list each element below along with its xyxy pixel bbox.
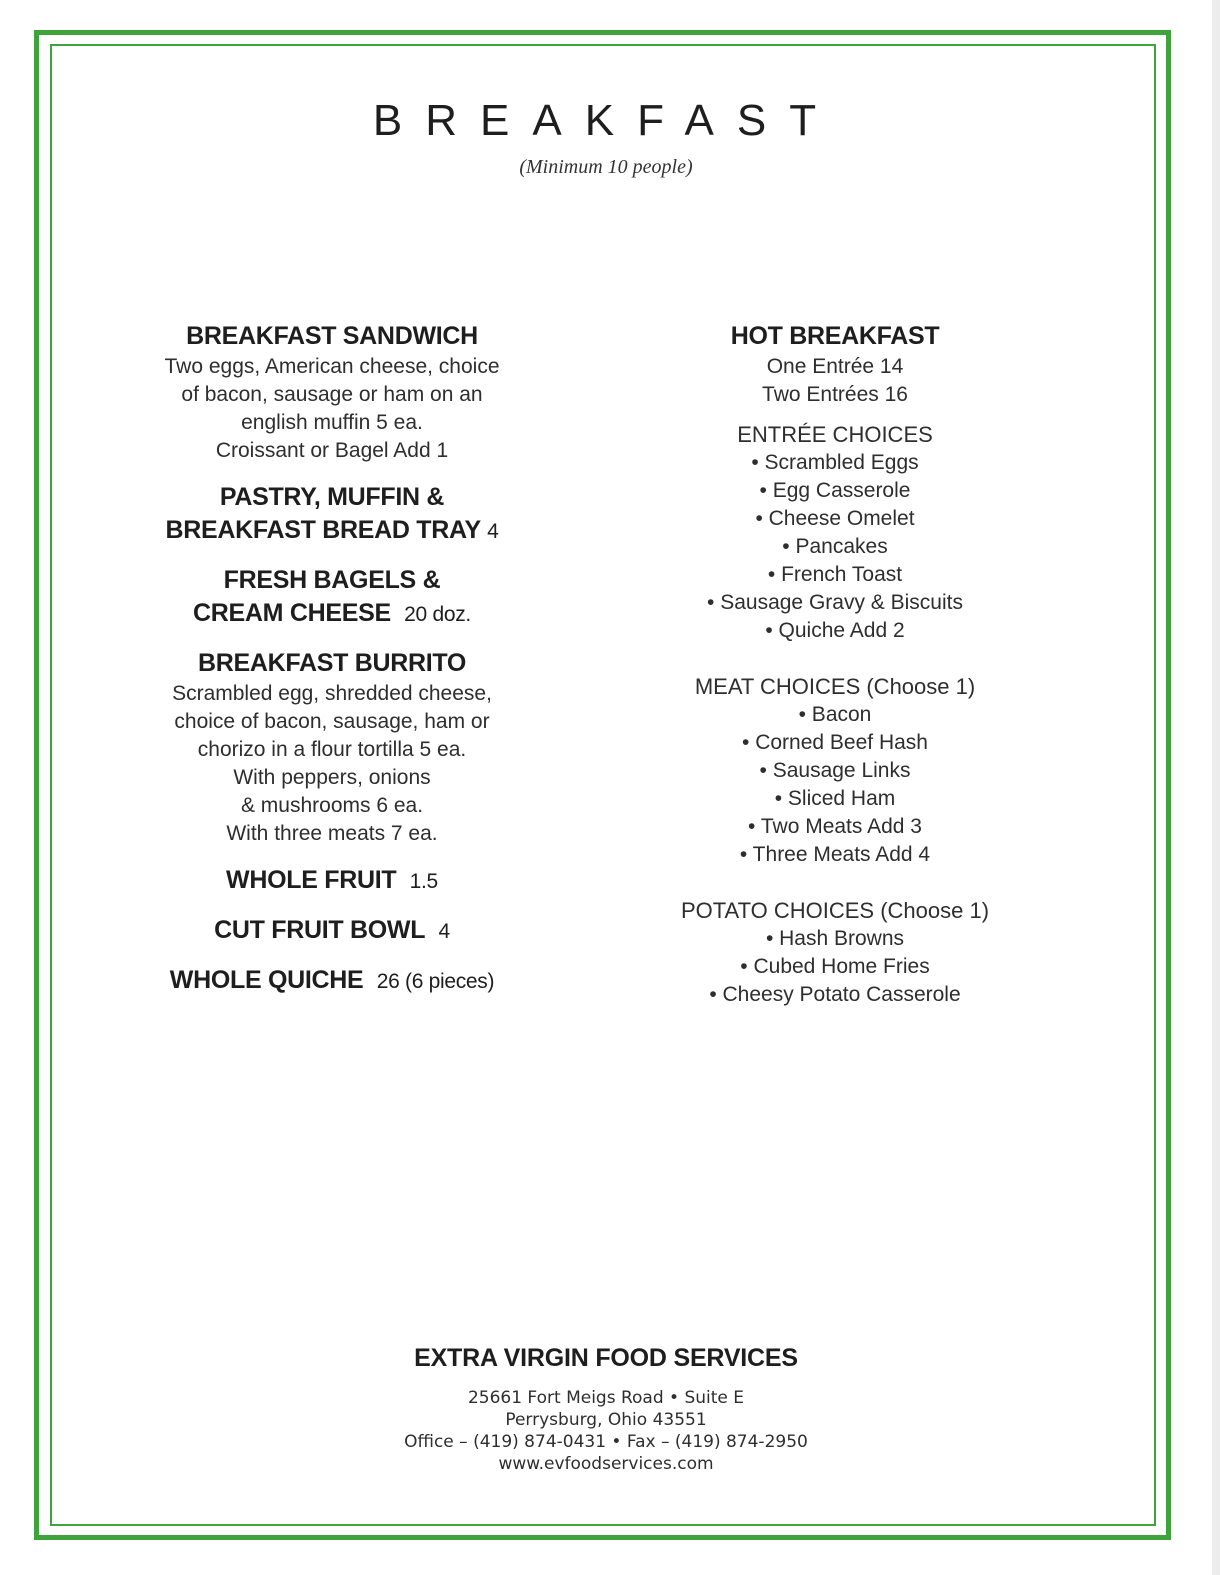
bagels-title-line1: FRESH BAGELS & — [223, 566, 441, 594]
cut-fruit-item — [132, 914, 532, 948]
potato-choices-section — [630, 897, 1040, 1009]
meat-choices-heading: MEAT CHOICES (Choose 1) — [694, 674, 976, 699]
list-item: • Egg Casserole — [759, 479, 911, 502]
list-item: • Corned Beef Hash — [742, 731, 928, 754]
page-title: BREAKFAST — [372, 96, 840, 145]
list-item: • Sausage Gravy & Biscuits — [707, 591, 963, 614]
entree-choices-heading: ENTRÉE CHOICES — [737, 422, 933, 447]
cut-fruit-section — [132, 914, 532, 948]
bagels-section — [132, 564, 532, 631]
list-item: • French Toast — [767, 563, 903, 586]
list-item: • Three Meats Add 4 — [739, 843, 931, 866]
breakfast-sandwich-title: BREAKFAST SANDWICH — [186, 322, 478, 350]
sandwich-desc-line: Croissant or Bagel Add 1 — [215, 439, 449, 462]
burrito-title: BREAKFAST BURRITO — [197, 649, 467, 677]
quiche-price: 26 (6 pieces) — [376, 970, 495, 993]
list-item: • Pancakes — [782, 535, 888, 558]
list-item: • Two Meats Add 3 — [748, 815, 922, 838]
list-item: • Sausage Links — [759, 759, 911, 782]
pastry-title-line1: PASTRY, MUFFIN & — [219, 483, 445, 511]
quiche-section — [132, 964, 532, 998]
footer-phone: Office – (419) 874-0431 • Fax – (419) 874-2950 — [404, 1432, 808, 1452]
breakfast-sandwich-section — [132, 320, 532, 465]
burrito-desc-line: With three meats 7 ea. — [226, 822, 438, 845]
whole-fruit-title: WHOLE FRUIT — [226, 866, 397, 894]
whole-fruit-price: 1.5 — [409, 870, 438, 893]
list-item: • Cubed Home Fries — [740, 955, 930, 978]
left-column — [132, 320, 532, 1014]
list-item: • Hash Browns — [765, 927, 905, 950]
sandwich-desc-line: english muffin 5 ea. — [241, 411, 423, 434]
pastry-title: BREAKFAST BREAD TRAY — [165, 516, 481, 544]
company-name: EXTRA VIRGIN FOOD SERVICES — [414, 1344, 798, 1372]
quiche-item — [132, 964, 532, 998]
bagels-price: 20 doz. — [404, 603, 471, 626]
footer — [0, 1344, 1212, 1475]
pastry-title-line2 — [132, 514, 532, 548]
burrito-section — [132, 647, 532, 848]
right-column — [630, 320, 1040, 1009]
list-item: • Cheese Omelet — [755, 507, 915, 530]
footer-website[interactable]: www.evfoodservices.com — [498, 1454, 714, 1474]
entree-choices-section — [630, 421, 1040, 645]
cut-fruit-price: 4 — [438, 920, 450, 943]
hot-breakfast-price-line: One Entrée 14 — [766, 355, 904, 378]
bagels-title-line2 — [132, 597, 532, 631]
burrito-desc-line: chorizo in a flour tortilla 5 ea. — [197, 738, 467, 761]
footer-address: 25661 Fort Meigs Road • Suite E — [467, 1388, 745, 1408]
whole-fruit-section — [132, 864, 532, 898]
burrito-desc-line: choice of bacon, sausage, ham or — [174, 710, 490, 733]
list-item: • Scrambled Eggs — [751, 451, 919, 474]
pastry-section — [132, 481, 532, 548]
quiche-title: WHOLE QUICHE — [169, 966, 364, 994]
pastry-price: 4 — [487, 520, 499, 543]
burrito-desc-line: With peppers, onions — [233, 766, 431, 789]
list-item: • Quiche Add 2 — [765, 619, 905, 642]
list-item: • Bacon — [798, 703, 872, 726]
list-item: • Sliced Ham — [774, 787, 896, 810]
bagels-title: CREAM CHEESE — [193, 599, 391, 627]
page-subtitle: (Minimum 10 people) — [519, 156, 693, 178]
hot-breakfast-section — [630, 320, 1040, 409]
potato-choices-heading: POTATO CHOICES (Choose 1) — [680, 898, 990, 923]
hot-breakfast-title: HOT BREAKFAST — [730, 322, 940, 350]
whole-fruit-item — [132, 864, 532, 898]
footer-city: Perrysburg, Ohio 43551 — [505, 1410, 707, 1430]
sandwich-desc-line: Two eggs, American cheese, choice — [164, 355, 500, 378]
sandwich-desc-line: of bacon, sausage or ham on an — [181, 383, 483, 406]
burrito-desc-line: Scrambled egg, shredded cheese, — [172, 682, 492, 705]
cut-fruit-title: CUT FRUIT BOWL — [214, 916, 426, 944]
hot-breakfast-price-line: Two Entrées 16 — [762, 383, 908, 406]
list-item: • Cheesy Potato Casserole — [709, 983, 961, 1006]
meat-choices-section — [630, 673, 1040, 869]
burrito-desc-line: & mushrooms 6 ea. — [240, 794, 424, 817]
